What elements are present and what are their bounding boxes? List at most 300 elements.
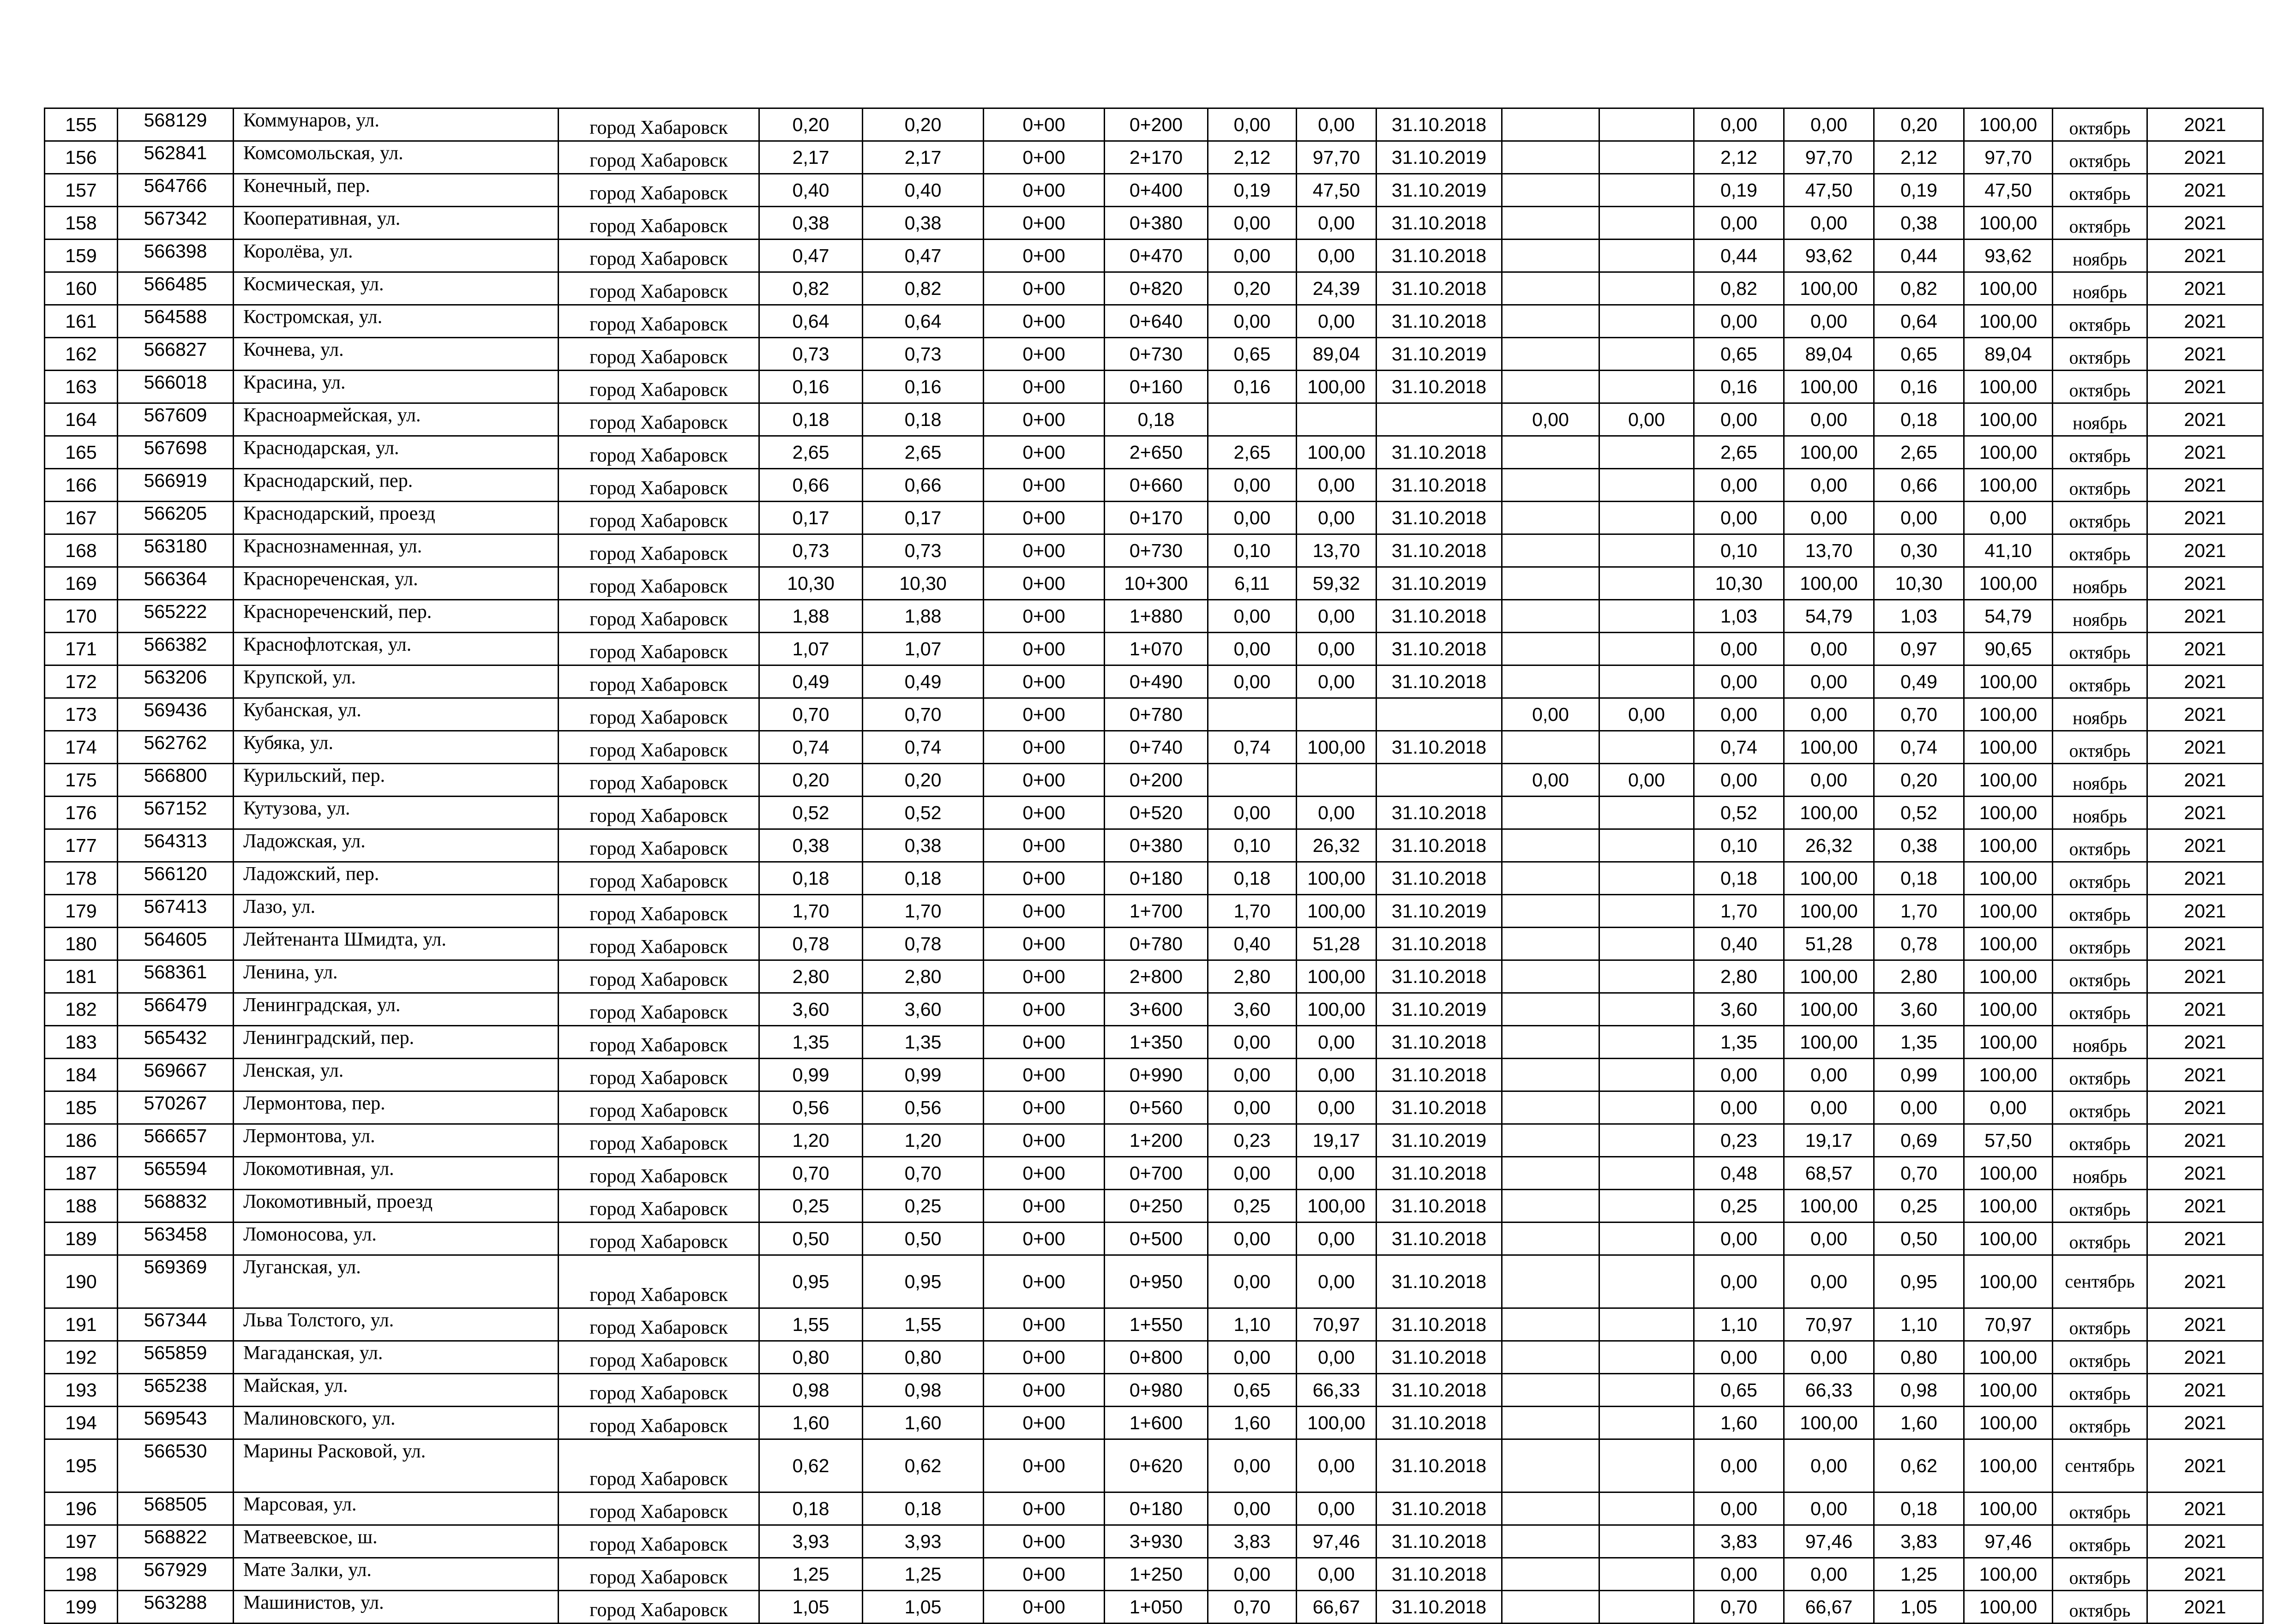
- cell-year: 2021: [2147, 207, 2263, 240]
- cell-road-code: 566919: [118, 469, 234, 502]
- cell-road-code: 567929: [118, 1558, 234, 1591]
- cell-start-km: 0+00: [984, 1059, 1105, 1091]
- cell-total-length: 0,18: [1874, 403, 1964, 436]
- cell-start-km: 0+00: [984, 1492, 1105, 1525]
- cell-end-km: 1+050: [1105, 1591, 1208, 1624]
- cell-city: город Хабаровск: [559, 1255, 759, 1308]
- cell-city: город Хабаровск: [559, 1492, 759, 1525]
- cell-repair-date: 31.10.2018: [1376, 1407, 1502, 1439]
- cell-total-length: 1,03: [1874, 600, 1964, 633]
- cell-repaired-length: 0,20: [1208, 272, 1297, 305]
- cell-length-km: 1,05: [863, 1591, 984, 1624]
- cell-month: сентябрь: [2053, 1255, 2147, 1308]
- cell-year: 2021: [2147, 600, 2263, 633]
- cell-city: город Хабаровск: [559, 240, 759, 272]
- cell-planned-percent: 0,00: [1599, 698, 1694, 731]
- cell-row-number: 181: [45, 960, 118, 993]
- cell-total-percent: 100,00: [1964, 469, 2053, 502]
- cell-year: 2021: [2147, 272, 2263, 305]
- cell-year: 2021: [2147, 502, 2263, 534]
- cell-row-number: 176: [45, 797, 118, 829]
- cell-total-percent: 57,50: [1964, 1124, 2053, 1157]
- cell-planned-percent: [1599, 371, 1694, 403]
- cell-done-percent: 0,00: [1784, 698, 1874, 731]
- cell-planned-percent: [1599, 1222, 1694, 1255]
- cell-repaired-length: 1,10: [1208, 1308, 1297, 1341]
- cell-total-length: 0,30: [1874, 534, 1964, 567]
- cell-repair-date: 31.10.2018: [1376, 1026, 1502, 1059]
- cell-month: октябрь: [2053, 469, 2147, 502]
- cell-repaired-percent: 0,00: [1297, 1026, 1376, 1059]
- cell-total-percent: 100,00: [1964, 928, 2053, 960]
- cell-month: октябрь: [2053, 665, 2147, 698]
- cell-start-km: 0+00: [984, 862, 1105, 895]
- cell-length-total: 0,64: [759, 305, 863, 338]
- cell-repaired-percent: 0,00: [1297, 1157, 1376, 1190]
- cell-total-percent: 100,00: [1964, 1492, 2053, 1525]
- cell-done-length: 0,00: [1694, 764, 1784, 797]
- cell-end-km: 1+700: [1105, 895, 1208, 928]
- cell-done-length: 0,00: [1694, 305, 1784, 338]
- cell-street-name: Краснодарский, пер.: [234, 469, 559, 502]
- cell-month: октябрь: [2053, 371, 2147, 403]
- cell-done-percent: 0,00: [1784, 1492, 1874, 1525]
- cell-end-km: 0+820: [1105, 272, 1208, 305]
- cell-total-length: 0,50: [1874, 1222, 1964, 1255]
- cell-total-percent: 100,00: [1964, 1374, 2053, 1407]
- cell-repaired-percent: 0,00: [1297, 240, 1376, 272]
- table-row: [45, 305, 2263, 338]
- cell-end-km: 2+650: [1105, 436, 1208, 469]
- cell-repaired-percent: 100,00: [1297, 862, 1376, 895]
- cell-total-length: 2,65: [1874, 436, 1964, 469]
- cell-done-length: 0,00: [1694, 1439, 1784, 1492]
- cell-done-length: 0,00: [1694, 633, 1784, 665]
- cell-end-km: 1+880: [1105, 600, 1208, 633]
- cell-road-code: 564766: [118, 174, 234, 207]
- cell-total-length: 0,00: [1874, 1091, 1964, 1124]
- cell-repaired-length: 0,00: [1208, 600, 1297, 633]
- cell-row-number: 191: [45, 1308, 118, 1341]
- cell-month: октябрь: [2053, 928, 2147, 960]
- cell-repair-date: 31.10.2018: [1376, 1439, 1502, 1492]
- cell-row-number: 161: [45, 305, 118, 338]
- cell-total-length: 0,98: [1874, 1374, 1964, 1407]
- cell-length-total: 0,18: [759, 1492, 863, 1525]
- cell-length-km: 0,20: [863, 108, 984, 141]
- cell-street-name: Мате Залки, ул.: [234, 1558, 559, 1591]
- cell-city: город Хабаровск: [559, 993, 759, 1026]
- cell-done-length: 0,00: [1694, 108, 1784, 141]
- cell-repaired-length: 0,00: [1208, 207, 1297, 240]
- cell-row-number: 171: [45, 633, 118, 665]
- cell-repair-date: 31.10.2018: [1376, 1308, 1502, 1341]
- cell-repaired-percent: 100,00: [1297, 1190, 1376, 1222]
- cell-done-percent: 0,00: [1784, 108, 1874, 141]
- table-row: [45, 371, 2263, 403]
- cell-length-total: 0,47: [759, 240, 863, 272]
- cell-total-length: 3,83: [1874, 1525, 1964, 1558]
- cell-total-length: 0,95: [1874, 1255, 1964, 1308]
- cell-road-code: 564588: [118, 305, 234, 338]
- cell-city: город Хабаровск: [559, 731, 759, 764]
- cell-end-km: 0+250: [1105, 1190, 1208, 1222]
- cell-start-km: 0+00: [984, 141, 1105, 174]
- cell-month: октябрь: [2053, 1059, 2147, 1091]
- cell-road-code: 570267: [118, 1091, 234, 1124]
- cell-planned-percent: [1599, 174, 1694, 207]
- cell-month: октябрь: [2053, 1190, 2147, 1222]
- cell-repaired-percent: 70,97: [1297, 1308, 1376, 1341]
- cell-done-length: 2,12: [1694, 141, 1784, 174]
- cell-planned-length: [1502, 305, 1599, 338]
- cell-repaired-percent: 66,33: [1297, 1374, 1376, 1407]
- table-row: [45, 1439, 2263, 1492]
- cell-planned-length: [1502, 174, 1599, 207]
- cell-repaired-length: 0,10: [1208, 829, 1297, 862]
- cell-done-length: 0,19: [1694, 174, 1784, 207]
- cell-repaired-percent: 89,04: [1297, 338, 1376, 371]
- cell-road-code: 566364: [118, 567, 234, 600]
- cell-row-number: 186: [45, 1124, 118, 1157]
- cell-planned-length: [1502, 1341, 1599, 1374]
- cell-city: город Хабаровск: [559, 1157, 759, 1190]
- cell-repaired-length: 0,65: [1208, 1374, 1297, 1407]
- cell-total-percent: 100,00: [1964, 665, 2053, 698]
- cell-repaired-length: 0,18: [1208, 862, 1297, 895]
- cell-total-length: 0,18: [1874, 862, 1964, 895]
- cell-start-km: 0+00: [984, 371, 1105, 403]
- cell-city: город Хабаровск: [559, 1591, 759, 1624]
- cell-repaired-percent: 0,00: [1297, 1255, 1376, 1308]
- cell-done-percent: 100,00: [1784, 436, 1874, 469]
- cell-done-percent: 100,00: [1784, 797, 1874, 829]
- cell-total-percent: 100,00: [1964, 1222, 2053, 1255]
- cell-road-code: 568129: [118, 108, 234, 141]
- cell-month: октябрь: [2053, 1492, 2147, 1525]
- cell-end-km: 0+520: [1105, 797, 1208, 829]
- cell-total-length: 0,38: [1874, 829, 1964, 862]
- cell-length-total: 0,99: [759, 1059, 863, 1091]
- cell-end-km: 0+620: [1105, 1439, 1208, 1492]
- cell-done-length: 0,16: [1694, 371, 1784, 403]
- cell-road-code: 562762: [118, 731, 234, 764]
- cell-total-percent: 100,00: [1964, 207, 2053, 240]
- cell-planned-length: [1502, 1091, 1599, 1124]
- cell-planned-length: [1502, 1157, 1599, 1190]
- cell-done-length: 1,70: [1694, 895, 1784, 928]
- cell-repair-date: 31.10.2018: [1376, 1157, 1502, 1190]
- cell-city: город Хабаровск: [559, 895, 759, 928]
- cell-end-km: 1+600: [1105, 1407, 1208, 1439]
- cell-repair-date: [1376, 764, 1502, 797]
- cell-length-km: 0,49: [863, 665, 984, 698]
- cell-year: 2021: [2147, 698, 2263, 731]
- table-row: [45, 1407, 2263, 1439]
- cell-planned-percent: [1599, 960, 1694, 993]
- cell-planned-length: [1502, 1308, 1599, 1341]
- table-row: [45, 1308, 2263, 1341]
- cell-start-km: 0+00: [984, 108, 1105, 141]
- cell-done-length: 0,00: [1694, 1091, 1784, 1124]
- table-row: [45, 960, 2263, 993]
- cell-month: октябрь: [2053, 141, 2147, 174]
- cell-start-km: 0+00: [984, 567, 1105, 600]
- cell-total-length: 0,49: [1874, 665, 1964, 698]
- cell-planned-percent: [1599, 1591, 1694, 1624]
- cell-done-length: 0,48: [1694, 1157, 1784, 1190]
- table-row: [45, 1374, 2263, 1407]
- cell-total-percent: 100,00: [1964, 993, 2053, 1026]
- cell-street-name: Лейтенанта Шмидта, ул.: [234, 928, 559, 960]
- cell-length-km: 1,07: [863, 633, 984, 665]
- cell-length-km: 1,35: [863, 1026, 984, 1059]
- cell-total-percent: 93,62: [1964, 240, 2053, 272]
- cell-planned-percent: [1599, 1091, 1694, 1124]
- cell-planned-length: [1502, 600, 1599, 633]
- cell-done-length: 10,30: [1694, 567, 1784, 600]
- cell-repair-date: [1376, 403, 1502, 436]
- cell-done-length: 3,83: [1694, 1525, 1784, 1558]
- cell-length-total: 0,66: [759, 469, 863, 502]
- cell-repair-date: 31.10.2018: [1376, 1492, 1502, 1525]
- cell-length-total: 0,70: [759, 1157, 863, 1190]
- cell-end-km: 0+730: [1105, 534, 1208, 567]
- cell-repair-date: 31.10.2018: [1376, 108, 1502, 141]
- cell-total-length: 0,52: [1874, 797, 1964, 829]
- cell-repair-date: 31.10.2018: [1376, 665, 1502, 698]
- cell-repaired-length: [1208, 403, 1297, 436]
- cell-repair-date: 31.10.2018: [1376, 534, 1502, 567]
- cell-row-number: 156: [45, 141, 118, 174]
- cell-total-length: 0,19: [1874, 174, 1964, 207]
- cell-month: ноябрь: [2053, 1157, 2147, 1190]
- cell-done-percent: 100,00: [1784, 272, 1874, 305]
- cell-done-length: 2,65: [1694, 436, 1784, 469]
- cell-row-number: 177: [45, 829, 118, 862]
- cell-planned-length: [1502, 1374, 1599, 1407]
- cell-repaired-length: 3,60: [1208, 993, 1297, 1026]
- cell-road-code: 568505: [118, 1492, 234, 1525]
- cell-end-km: 0+380: [1105, 829, 1208, 862]
- cell-done-length: 0,65: [1694, 338, 1784, 371]
- cell-repaired-percent: [1297, 403, 1376, 436]
- cell-month: ноябрь: [2053, 240, 2147, 272]
- cell-street-name: Красина, ул.: [234, 371, 559, 403]
- cell-repaired-length: 0,00: [1208, 469, 1297, 502]
- cell-road-code: 566657: [118, 1124, 234, 1157]
- cell-done-percent: 66,67: [1784, 1591, 1874, 1624]
- cell-city: город Хабаровск: [559, 928, 759, 960]
- cell-length-km: 0,20: [863, 764, 984, 797]
- cell-done-percent: 0,00: [1784, 502, 1874, 534]
- cell-start-km: 0+00: [984, 1374, 1105, 1407]
- cell-street-name: Ломоносова, ул.: [234, 1222, 559, 1255]
- cell-length-total: 1,07: [759, 633, 863, 665]
- cell-planned-percent: [1599, 1374, 1694, 1407]
- cell-repair-date: 31.10.2018: [1376, 272, 1502, 305]
- cell-row-number: 159: [45, 240, 118, 272]
- cell-road-code: 567344: [118, 1308, 234, 1341]
- cell-road-code: 565432: [118, 1026, 234, 1059]
- cell-length-total: 0,80: [759, 1341, 863, 1374]
- cell-month: ноябрь: [2053, 764, 2147, 797]
- cell-length-km: 0,38: [863, 829, 984, 862]
- cell-start-km: 0+00: [984, 534, 1105, 567]
- cell-planned-percent: [1599, 895, 1694, 928]
- cell-done-length: 0,65: [1694, 1374, 1784, 1407]
- cell-year: 2021: [2147, 1341, 2263, 1374]
- cell-planned-length: [1502, 1255, 1599, 1308]
- cell-planned-length: [1502, 1059, 1599, 1091]
- cell-repaired-length: 3,83: [1208, 1525, 1297, 1558]
- cell-street-name: Краснореченская, ул.: [234, 567, 559, 600]
- cell-done-length: 0,00: [1694, 1222, 1784, 1255]
- cell-total-length: 0,97: [1874, 633, 1964, 665]
- cell-year: 2021: [2147, 1026, 2263, 1059]
- cell-total-percent: 100,00: [1964, 895, 2053, 928]
- cell-end-km: 0+980: [1105, 1374, 1208, 1407]
- cell-planned-length: [1502, 1124, 1599, 1157]
- cell-year: 2021: [2147, 1525, 2263, 1558]
- cell-city: город Хабаровск: [559, 338, 759, 371]
- cell-planned-percent: [1599, 305, 1694, 338]
- cell-repair-date: 31.10.2018: [1376, 371, 1502, 403]
- table-row: [45, 993, 2263, 1026]
- table-row: [45, 108, 2263, 141]
- cell-planned-length: [1502, 1558, 1599, 1591]
- cell-row-number: 166: [45, 469, 118, 502]
- cell-month: октябрь: [2053, 993, 2147, 1026]
- cell-done-length: 2,80: [1694, 960, 1784, 993]
- cell-repaired-length: 1,60: [1208, 1407, 1297, 1439]
- cell-done-percent: 0,00: [1784, 1222, 1874, 1255]
- cell-planned-percent: [1599, 502, 1694, 534]
- cell-length-total: 2,17: [759, 141, 863, 174]
- cell-total-length: 0,80: [1874, 1341, 1964, 1374]
- cell-street-name: Льва Толстого, ул.: [234, 1308, 559, 1341]
- cell-end-km: 0+200: [1105, 764, 1208, 797]
- cell-repair-date: 31.10.2018: [1376, 1255, 1502, 1308]
- cell-repaired-length: 0,00: [1208, 633, 1297, 665]
- cell-row-number: 167: [45, 502, 118, 534]
- cell-repaired-percent: 100,00: [1297, 993, 1376, 1026]
- cell-row-number: 198: [45, 1558, 118, 1591]
- table-row: [45, 633, 2263, 665]
- cell-total-length: 0,20: [1874, 108, 1964, 141]
- cell-month: октябрь: [2053, 862, 2147, 895]
- cell-repaired-length: 0,00: [1208, 502, 1297, 534]
- cell-planned-length: [1502, 141, 1599, 174]
- cell-repair-date: 31.10.2018: [1376, 829, 1502, 862]
- cell-done-percent: 54,79: [1784, 600, 1874, 633]
- cell-length-km: 1,70: [863, 895, 984, 928]
- cell-done-length: 0,00: [1694, 1558, 1784, 1591]
- cell-total-percent: 100,00: [1964, 305, 2053, 338]
- cell-repaired-length: 0,10: [1208, 534, 1297, 567]
- cell-start-km: 0+00: [984, 1341, 1105, 1374]
- cell-length-km: 0,98: [863, 1374, 984, 1407]
- cell-year: 2021: [2147, 1059, 2263, 1091]
- cell-done-percent: 51,28: [1784, 928, 1874, 960]
- cell-repaired-percent: 0,00: [1297, 1558, 1376, 1591]
- table-row: [45, 600, 2263, 633]
- cell-street-name: Космическая, ул.: [234, 272, 559, 305]
- cell-street-name: Лермонтова, ул.: [234, 1124, 559, 1157]
- cell-total-length: 3,60: [1874, 993, 1964, 1026]
- cell-repair-date: 31.10.2019: [1376, 338, 1502, 371]
- cell-repaired-length: 0,00: [1208, 1059, 1297, 1091]
- cell-road-code: 566398: [118, 240, 234, 272]
- cell-planned-percent: [1599, 567, 1694, 600]
- cell-start-km: 0+00: [984, 1157, 1105, 1190]
- cell-street-name: Королёва, ул.: [234, 240, 559, 272]
- cell-total-length: 0,78: [1874, 928, 1964, 960]
- cell-repaired-length: 0,25: [1208, 1190, 1297, 1222]
- cell-end-km: 0+780: [1105, 928, 1208, 960]
- cell-planned-percent: [1599, 862, 1694, 895]
- table-row: [45, 895, 2263, 928]
- cell-end-km: 0+170: [1105, 502, 1208, 534]
- cell-length-km: 1,88: [863, 600, 984, 633]
- cell-planned-length: [1502, 567, 1599, 600]
- cell-total-percent: 100,00: [1964, 371, 2053, 403]
- cell-row-number: 184: [45, 1059, 118, 1091]
- cell-start-km: 0+00: [984, 469, 1105, 502]
- cell-length-km: 2,65: [863, 436, 984, 469]
- cell-planned-length: [1502, 862, 1599, 895]
- cell-street-name: Коммунаров, ул.: [234, 108, 559, 141]
- cell-repair-date: 31.10.2018: [1376, 1222, 1502, 1255]
- cell-repair-date: 31.10.2018: [1376, 1591, 1502, 1624]
- cell-month: октябрь: [2053, 1374, 2147, 1407]
- cell-total-length: 0,69: [1874, 1124, 1964, 1157]
- cell-month: октябрь: [2053, 534, 2147, 567]
- cell-start-km: 0+00: [984, 240, 1105, 272]
- cell-length-km: 0,66: [863, 469, 984, 502]
- cell-end-km: 1+350: [1105, 1026, 1208, 1059]
- cell-street-name: Лермонтова, пер.: [234, 1091, 559, 1124]
- cell-repaired-length: 2,12: [1208, 141, 1297, 174]
- cell-month: октябрь: [2053, 1222, 2147, 1255]
- cell-city: город Хабаровск: [559, 436, 759, 469]
- cell-start-km: 0+00: [984, 960, 1105, 993]
- cell-month: ноябрь: [2053, 797, 2147, 829]
- cell-row-number: 195: [45, 1439, 118, 1492]
- cell-repaired-length: 0,00: [1208, 240, 1297, 272]
- cell-done-percent: 0,00: [1784, 764, 1874, 797]
- cell-city: город Хабаровск: [559, 1439, 759, 1492]
- cell-length-total: 0,98: [759, 1374, 863, 1407]
- cell-end-km: 0+640: [1105, 305, 1208, 338]
- cell-end-km: 1+550: [1105, 1308, 1208, 1341]
- cell-row-number: 189: [45, 1222, 118, 1255]
- cell-month: ноябрь: [2053, 272, 2147, 305]
- cell-start-km: 0+00: [984, 403, 1105, 436]
- cell-length-total: 1,88: [759, 600, 863, 633]
- cell-length-total: 1,55: [759, 1308, 863, 1341]
- cell-year: 2021: [2147, 928, 2263, 960]
- table-row: [45, 829, 2263, 862]
- cell-row-number: 188: [45, 1190, 118, 1222]
- cell-month: октябрь: [2053, 207, 2147, 240]
- table-row: [45, 272, 2263, 305]
- cell-done-percent: 0,00: [1784, 1091, 1874, 1124]
- cell-done-percent: 0,00: [1784, 207, 1874, 240]
- cell-street-name: Кочнева, ул.: [234, 338, 559, 371]
- cell-planned-length: [1502, 829, 1599, 862]
- cell-planned-length: [1502, 469, 1599, 502]
